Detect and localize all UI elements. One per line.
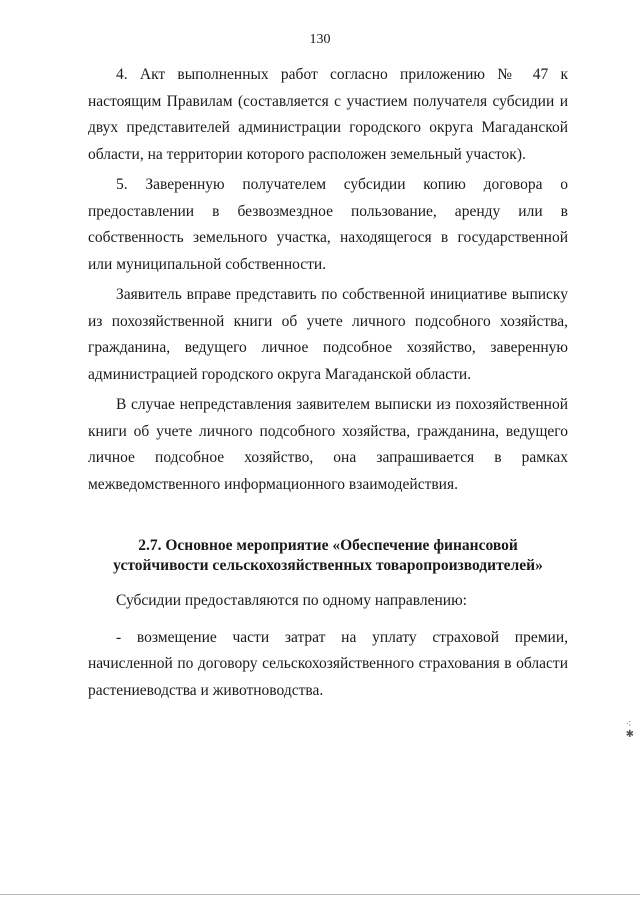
paragraph-item-4: 4. Акт выполненных работ согласно приложению № 47 к настоящим Правилам (составляется с участием получателя субсидии и двух представителей администрации городского округа Магаданской области, на территории которого расположен земельный участок). — [88, 66, 568, 163]
paragraph-applicant-right: Заявитель вправе представить по собственной инициативе выписку из похозяйственной книги об учете личного подсобного хозяйства, гражданина, ведущего личное подсобное хозяйство, заверенную администрацией городского округа Магаданской области. — [88, 286, 568, 383]
paragraph-subsidy-direction: Субсидии предоставляются по одному направлению: — [116, 592, 467, 609]
document-body — [88, 62, 568, 704]
section-heading — [88, 536, 568, 576]
scan-mark-icon: ⁖ ✱ — [625, 719, 634, 740]
section-heading-line-1: 2.7. Основное мероприятие «Обеспечение финансовой — [138, 537, 518, 554]
paragraph-bullet-insurance: - возмещение части затрат на уплату страховой премии, начисленной по договору сельскохозяйственного страхования в области растениеводства и животноводства. — [88, 628, 568, 699]
page-bottom-divider — [0, 894, 640, 895]
page-number: 130 — [309, 32, 331, 47]
paragraph-item-5: 5. Заверенную получателем субсидии копию договора о предоставлении в безвозмездное пользование, аренду или в собственность земельного участка, находящегося в государственной или муниципальной собственности. — [88, 176, 568, 273]
paragraph-non-submission: В случае непредставления заявителем выписки из похозяйственной книги об учете личного подсобного хозяйства, гражданина, ведущего личное подсобное хозяйство, она запрашивается в рамках межведомственного информационного взаимодействия. — [88, 396, 568, 493]
section-heading-line-2: устойчивости сельскохозяйственных товаропроизводителей» — [113, 557, 543, 574]
